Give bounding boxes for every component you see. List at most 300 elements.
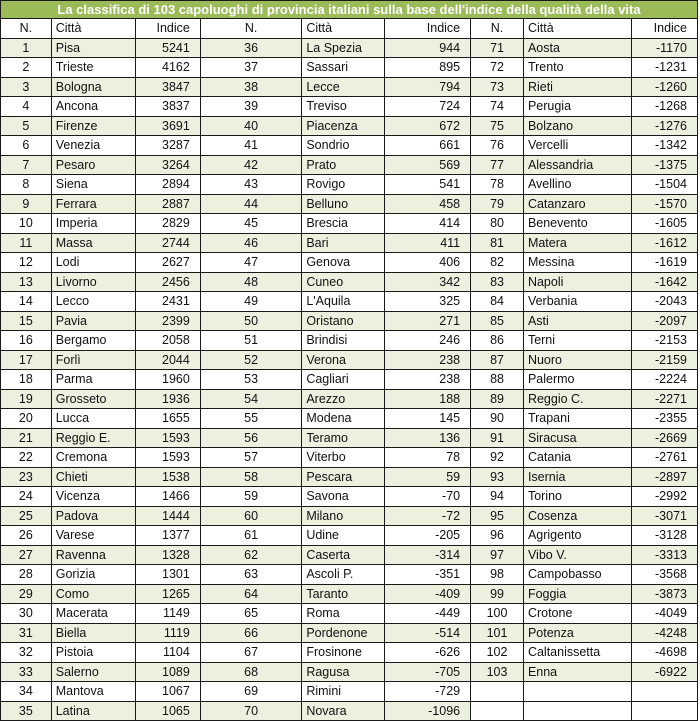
city-cell: Sassari [302,58,385,78]
index-cell: -1096 [385,701,471,721]
rank-cell: 37 [200,58,301,78]
index-cell: -1619 [631,253,697,273]
index-cell: 1149 [135,604,200,624]
rank-cell: 79 [471,194,524,214]
rank-cell: 49 [200,292,301,312]
index-cell: -2761 [631,448,697,468]
city-cell: Udine [302,526,385,546]
rank-cell: 20 [1,409,52,429]
table-row [1,175,698,195]
table-body [1,19,698,721]
index-cell: 2744 [135,233,200,253]
rank-cell: 41 [200,136,301,156]
table-row [1,253,698,273]
rank-cell: 9 [1,194,52,214]
rank-cell: 100 [471,604,524,624]
rank-cell: 21 [1,428,52,448]
rank-cell: 27 [1,545,52,565]
index-cell: 2894 [135,175,200,195]
city-cell: Asti [523,311,631,331]
rank-cell: 6 [1,136,52,156]
index-cell: -72 [385,506,471,526]
index-cell: 411 [385,233,471,253]
rank-cell: 91 [471,428,524,448]
col-header-index-3: Indice [631,19,697,39]
city-cell: Messina [523,253,631,273]
index-cell: 1466 [135,487,200,507]
city-cell: Forlì [51,350,135,370]
city-cell: Chieti [51,467,135,487]
index-cell: 2829 [135,214,200,234]
index-cell: 3847 [135,77,200,97]
city-cell: Trapani [523,409,631,429]
index-cell: -409 [385,584,471,604]
rank-cell: 1 [1,38,52,58]
index-cell: -2159 [631,350,697,370]
empty-cell [523,682,631,702]
rank-cell: 84 [471,292,524,312]
city-cell: Venezia [51,136,135,156]
city-cell: Benevento [523,214,631,234]
table-row [1,77,698,97]
rank-cell: 7 [1,155,52,175]
col-header-index-1: Indice [135,19,200,39]
city-cell: Modena [302,409,385,429]
index-cell: -1170 [631,38,697,58]
rank-cell: 53 [200,370,301,390]
city-cell: Campobasso [523,565,631,585]
index-cell: 3264 [135,155,200,175]
index-cell: -4248 [631,623,697,643]
rank-cell: 32 [1,643,52,663]
rank-cell: 68 [200,662,301,682]
city-cell: Alessandria [523,155,631,175]
rank-cell: 93 [471,467,524,487]
city-cell: Nuoro [523,350,631,370]
rank-cell: 87 [471,350,524,370]
rank-cell: 25 [1,506,52,526]
rank-cell: 40 [200,116,301,136]
rank-cell: 57 [200,448,301,468]
rank-cell: 18 [1,370,52,390]
city-cell: Parma [51,370,135,390]
rank-cell: 3 [1,77,52,97]
city-cell: Cosenza [523,506,631,526]
city-cell: Bergamo [51,331,135,351]
city-cell: Foggia [523,584,631,604]
city-cell: Mantova [51,682,135,702]
index-cell: -2153 [631,331,697,351]
city-cell: Isernia [523,467,631,487]
index-cell: 569 [385,155,471,175]
rank-cell: 69 [200,682,301,702]
rank-cell: 99 [471,584,524,604]
rank-cell: 67 [200,643,301,663]
city-cell: Reggio C. [523,389,631,409]
rank-cell: 47 [200,253,301,273]
index-cell: 271 [385,311,471,331]
index-cell: 2456 [135,272,200,292]
rank-cell: 92 [471,448,524,468]
rank-cell: 103 [471,662,524,682]
city-cell: Savona [302,487,385,507]
index-cell: 458 [385,194,471,214]
col-header-city-1: Città [51,19,135,39]
rank-cell: 82 [471,253,524,273]
rank-cell: 86 [471,331,524,351]
index-cell: 2431 [135,292,200,312]
index-cell: 4162 [135,58,200,78]
city-cell: Aosta [523,38,631,58]
rank-cell: 72 [471,58,524,78]
city-cell: Bari [302,233,385,253]
rank-cell: 30 [1,604,52,624]
index-cell: -2897 [631,467,697,487]
city-cell: Verbania [523,292,631,312]
index-cell: -1260 [631,77,697,97]
index-cell: 238 [385,350,471,370]
table-row [1,584,698,604]
city-cell: Viterbo [302,448,385,468]
index-cell: -729 [385,682,471,702]
table-title: La classifica di 103 capoluoghi di provincia italiani sulla base dell'indice della qualità della vita [1,1,698,19]
rank-cell: 89 [471,389,524,409]
city-cell: Treviso [302,97,385,117]
index-cell: -2043 [631,292,697,312]
index-cell: 1538 [135,467,200,487]
city-cell: Firenze [51,116,135,136]
rank-cell: 34 [1,682,52,702]
rank-cell: 65 [200,604,301,624]
city-cell: Belluno [302,194,385,214]
rank-cell: 36 [200,38,301,58]
index-cell: 3837 [135,97,200,117]
city-cell: Matera [523,233,631,253]
index-cell: -1375 [631,155,697,175]
city-cell: Pescara [302,467,385,487]
table-row [1,292,698,312]
rank-cell: 26 [1,526,52,546]
index-cell: 1936 [135,389,200,409]
index-cell: -1504 [631,175,697,195]
index-cell: -3071 [631,506,697,526]
rank-cell: 74 [471,97,524,117]
index-cell: 145 [385,409,471,429]
rank-cell: 71 [471,38,524,58]
index-cell: 325 [385,292,471,312]
rank-cell: 66 [200,623,301,643]
index-cell: -351 [385,565,471,585]
index-cell: 1301 [135,565,200,585]
city-cell: La Spezia [302,38,385,58]
index-cell: 3287 [135,136,200,156]
city-cell: Frosinone [302,643,385,663]
city-cell: Vibo V. [523,545,631,565]
rank-cell: 12 [1,253,52,273]
city-cell: Ferrara [51,194,135,214]
rank-cell: 102 [471,643,524,663]
city-cell: Lucca [51,409,135,429]
index-cell: -1268 [631,97,697,117]
rank-cell: 56 [200,428,301,448]
city-cell: Crotone [523,604,631,624]
index-cell: 1655 [135,409,200,429]
table-row [1,97,698,117]
city-cell: Sondrio [302,136,385,156]
index-cell: -4049 [631,604,697,624]
city-cell: Avellino [523,175,631,195]
rank-cell: 4 [1,97,52,117]
index-cell: -70 [385,487,471,507]
rank-cell: 5 [1,116,52,136]
rank-cell: 63 [200,565,301,585]
table-row [1,604,698,624]
city-cell: Rimini [302,682,385,702]
city-cell: Como [51,584,135,604]
city-cell: Milano [302,506,385,526]
index-cell: -1276 [631,116,697,136]
index-cell: -2097 [631,311,697,331]
index-cell: -3128 [631,526,697,546]
index-cell: 136 [385,428,471,448]
table-row [1,331,698,351]
city-cell: Genova [302,253,385,273]
index-cell: -2355 [631,409,697,429]
index-cell: -1642 [631,272,697,292]
rank-cell: 24 [1,487,52,507]
rank-cell: 88 [471,370,524,390]
rank-cell: 101 [471,623,524,643]
rank-cell: 78 [471,175,524,195]
city-cell: Novara [302,701,385,721]
index-cell: 5241 [135,38,200,58]
index-cell: 1960 [135,370,200,390]
table-row [1,370,698,390]
city-cell: Livorno [51,272,135,292]
city-cell: Grosseto [51,389,135,409]
city-cell: Napoli [523,272,631,292]
city-cell: Verona [302,350,385,370]
rank-cell: 59 [200,487,301,507]
rank-cell: 31 [1,623,52,643]
city-cell: Biella [51,623,135,643]
city-cell: Siracusa [523,428,631,448]
table-row [1,233,698,253]
index-cell: 724 [385,97,471,117]
city-cell: Catanzaro [523,194,631,214]
rank-cell: 60 [200,506,301,526]
index-cell: -3568 [631,565,697,585]
index-cell: -1342 [631,136,697,156]
index-cell: 342 [385,272,471,292]
rank-cell: 13 [1,272,52,292]
index-cell: 944 [385,38,471,58]
rank-cell: 48 [200,272,301,292]
rank-cell: 46 [200,233,301,253]
rank-cell: 52 [200,350,301,370]
index-cell: 1265 [135,584,200,604]
index-cell: -6922 [631,662,697,682]
table-row [1,448,698,468]
index-cell: -2271 [631,389,697,409]
city-cell: Ragusa [302,662,385,682]
city-cell: Prato [302,155,385,175]
city-cell: Piacenza [302,116,385,136]
rank-cell: 15 [1,311,52,331]
city-cell: Pistoia [51,643,135,663]
city-cell: Catania [523,448,631,468]
rank-cell: 44 [200,194,301,214]
city-cell: Macerata [51,604,135,624]
city-cell: Bologna [51,77,135,97]
city-cell: Brindisi [302,331,385,351]
rank-cell: 80 [471,214,524,234]
rank-cell: 14 [1,292,52,312]
table-row [1,545,698,565]
index-cell: -514 [385,623,471,643]
index-cell: 2399 [135,311,200,331]
index-cell: -2992 [631,487,697,507]
city-cell: Palermo [523,370,631,390]
table-row [1,506,698,526]
index-cell: -705 [385,662,471,682]
table-row [1,58,698,78]
index-cell: -3313 [631,545,697,565]
table-row [1,467,698,487]
col-header-rank-3: N. [471,19,524,39]
city-cell: Bolzano [523,116,631,136]
city-cell: Rovigo [302,175,385,195]
index-cell: -1605 [631,214,697,234]
rank-cell: 42 [200,155,301,175]
table-row [1,682,698,702]
index-cell: 2887 [135,194,200,214]
rank-cell: 55 [200,409,301,429]
index-cell: 1065 [135,701,200,721]
index-cell: 238 [385,370,471,390]
rank-cell: 77 [471,155,524,175]
city-cell: Terni [523,331,631,351]
city-cell: Gorizia [51,565,135,585]
index-cell: 78 [385,448,471,468]
index-cell: 246 [385,331,471,351]
col-header-rank-1: N. [1,19,52,39]
city-cell: Lodi [51,253,135,273]
table-row [1,136,698,156]
city-cell: Caserta [302,545,385,565]
rank-cell: 45 [200,214,301,234]
city-cell: Caltanissetta [523,643,631,663]
index-cell: -3873 [631,584,697,604]
index-cell: 2627 [135,253,200,273]
rank-cell: 73 [471,77,524,97]
city-cell: Trieste [51,58,135,78]
empty-cell [631,682,697,702]
rank-cell: 33 [1,662,52,682]
index-cell: 2058 [135,331,200,351]
city-cell: Imperia [51,214,135,234]
table-row [1,487,698,507]
city-cell: Teramo [302,428,385,448]
index-cell: -1570 [631,194,697,214]
rank-cell: 19 [1,389,52,409]
rank-cell: 8 [1,175,52,195]
table-row [1,409,698,429]
city-cell: Torino [523,487,631,507]
city-cell: Ravenna [51,545,135,565]
index-cell: 1104 [135,643,200,663]
index-cell: 895 [385,58,471,78]
rank-cell: 38 [200,77,301,97]
index-cell: 1593 [135,428,200,448]
rank-cell: 58 [200,467,301,487]
rank-cell: 85 [471,311,524,331]
table-row [1,526,698,546]
table-row [1,350,698,370]
index-cell: 1377 [135,526,200,546]
index-cell: -2669 [631,428,697,448]
rank-cell: 11 [1,233,52,253]
rank-cell: 96 [471,526,524,546]
city-cell: Siena [51,175,135,195]
rank-cell: 94 [471,487,524,507]
index-cell: 59 [385,467,471,487]
index-cell: -626 [385,643,471,663]
city-cell: Arezzo [302,389,385,409]
rank-cell: 98 [471,565,524,585]
rank-cell: 10 [1,214,52,234]
city-cell: Latina [51,701,135,721]
index-cell: 406 [385,253,471,273]
index-cell: -449 [385,604,471,624]
city-cell: Reggio E. [51,428,135,448]
rank-cell: 43 [200,175,301,195]
table-row [1,643,698,663]
index-cell: 1119 [135,623,200,643]
city-cell: Perugia [523,97,631,117]
rank-cell: 70 [200,701,301,721]
city-cell: Pavia [51,311,135,331]
city-cell: Massa [51,233,135,253]
rank-cell: 64 [200,584,301,604]
index-cell: 794 [385,77,471,97]
rank-cell: 35 [1,701,52,721]
index-cell: 1328 [135,545,200,565]
rank-cell: 17 [1,350,52,370]
city-cell: L'Aquila [302,292,385,312]
city-cell: Pordenone [302,623,385,643]
city-cell: Enna [523,662,631,682]
city-cell: Agrigento [523,526,631,546]
city-cell: Salerno [51,662,135,682]
table-row [1,38,698,58]
index-cell: 1089 [135,662,200,682]
index-cell: -205 [385,526,471,546]
rank-cell: 51 [200,331,301,351]
index-cell: 188 [385,389,471,409]
rank-cell: 28 [1,565,52,585]
city-cell: Pesaro [51,155,135,175]
index-cell: -1612 [631,233,697,253]
table-row [1,194,698,214]
index-cell: -4698 [631,643,697,663]
city-cell: Cremona [51,448,135,468]
rank-cell: 23 [1,467,52,487]
col-header-rank-2: N. [200,19,301,39]
index-cell: -2224 [631,370,697,390]
city-cell: Trento [523,58,631,78]
table-row [1,623,698,643]
